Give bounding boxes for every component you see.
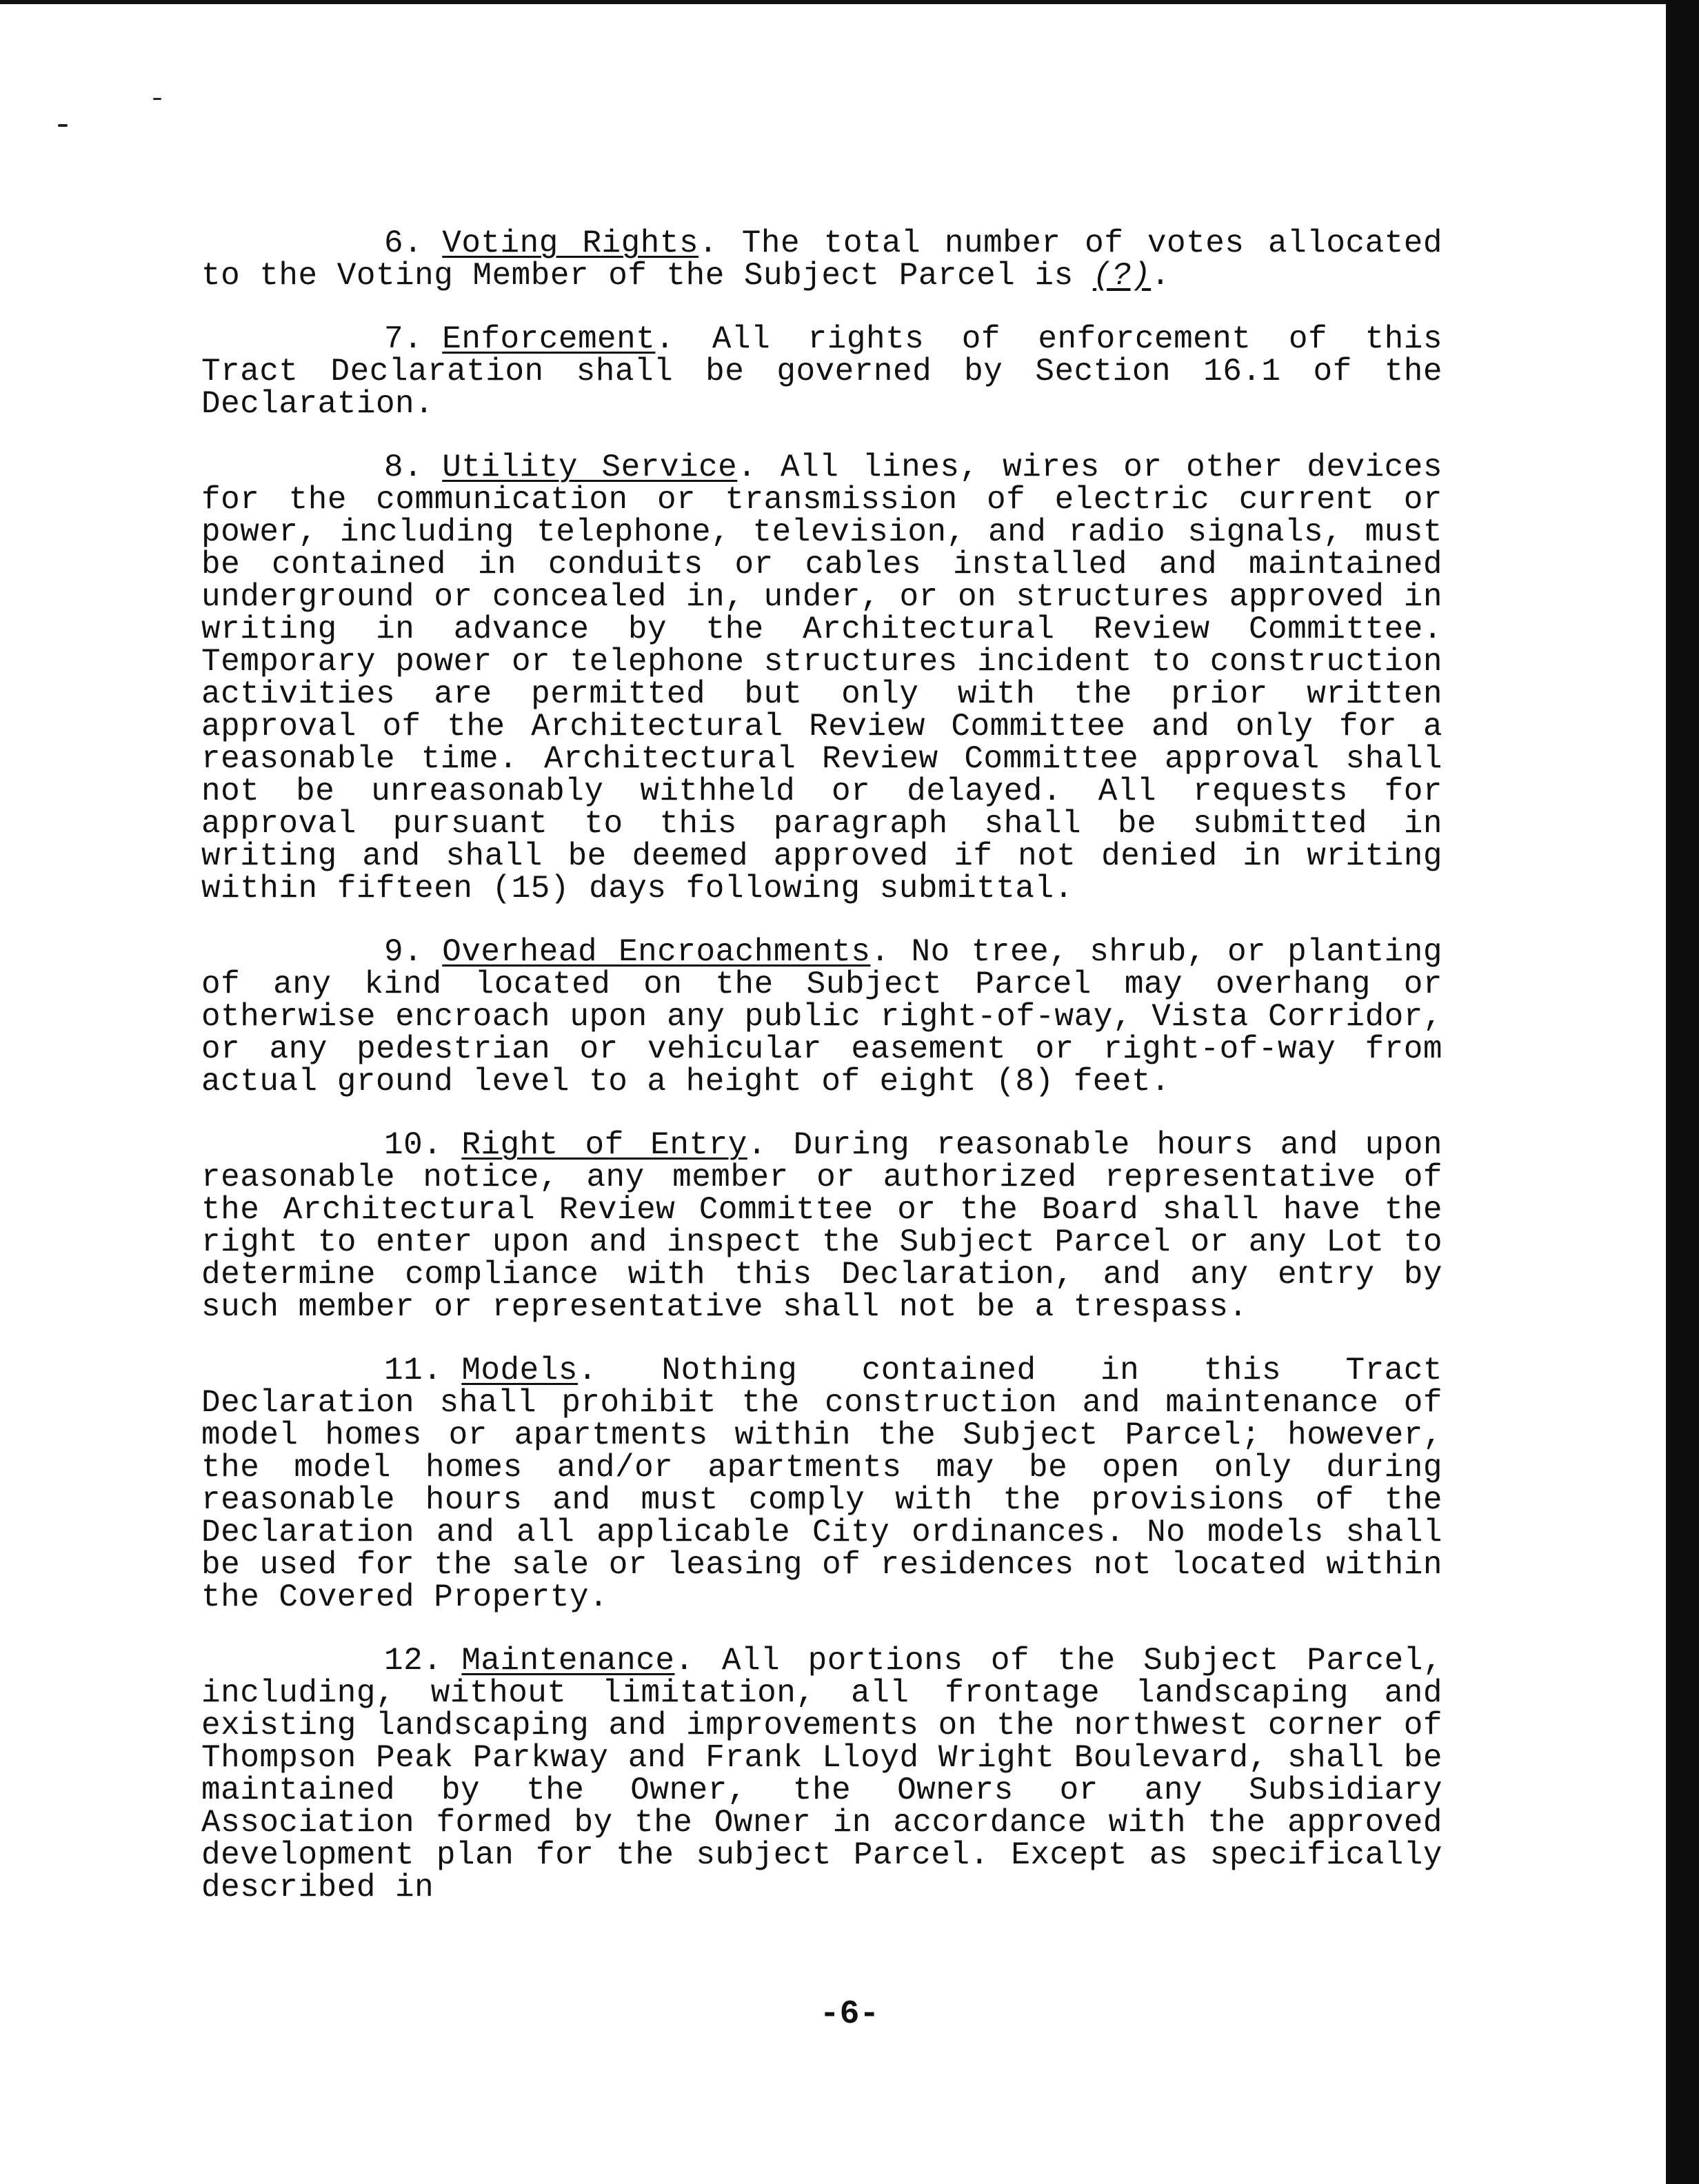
section-right-of-entry — [201, 1129, 1442, 1324]
section-number: 12. — [384, 1643, 443, 1679]
scan-top-edge — [0, 0, 1699, 4]
section-heading: Right of Entry — [461, 1127, 747, 1163]
section-text: . All rights of enforcement of this Tract Declaration shall be governed by Section 16.1 of the Declaration. — [201, 321, 1442, 422]
section-overhead-encroachments — [201, 936, 1442, 1098]
section-text: . No tree, shrub, or planting of any kind located on the Subject Parcel may overhang or otherwise encroach upon any public right-of-way, Vista Corridor, or any pedestrian or vehicular easement or right-of-way from actual ground level to a height of eight (8) feet. — [201, 934, 1442, 1100]
section-text: . All lines, wires or other devices for the communication or transmission of electric current or power, including telephone, television, and radio signals, must be contained in conduits or cables installed and maintained underground or concealed in, under, or on structures approved in writing in advance by the Architectural Review Committee. Temporary power or telephone structures incident to construction activities are permitted but only with the prior written approval of the Architectural Review Committee and only for a reasonable time. Architectural Review Committee approval shall not be unreasonably withheld or delayed. All requests for approval pursuant to this paragraph shall be submitted in writing and shall be deemed approved if not denied in writing within fifteen (15) days following submittal. — [201, 449, 1442, 907]
section-enforcement — [201, 323, 1442, 421]
section-text-end: . — [1151, 258, 1171, 294]
scan-speck — [153, 98, 161, 100]
section-models — [201, 1355, 1442, 1614]
section-heading: Maintenance — [461, 1643, 675, 1679]
scan-right-edge — [1666, 0, 1699, 2184]
section-number: 6. — [384, 225, 423, 261]
section-number: 7. — [384, 321, 423, 357]
page-number: -6- — [819, 1996, 880, 2033]
section-heading: Utility Service — [442, 449, 738, 485]
section-number: 11. — [384, 1353, 443, 1388]
section-number: 10. — [384, 1127, 443, 1163]
section-number: 9. — [384, 934, 423, 970]
section-heading: Voting Rights — [442, 225, 699, 261]
section-maintenance — [201, 1645, 1442, 1904]
section-heading: Models — [461, 1353, 578, 1388]
section-heading: Overhead Encroachments — [442, 934, 871, 970]
section-text: . During reasonable hours and upon reasonable notice, any member or authorized representative of the Architectural Review Committee or the Board shall have the right to enter upon and inspect the Subject Parcel or any Lot to determine compliance with this Declaration, and any entry by such member or representative shall not be a trespass. — [201, 1127, 1442, 1325]
document-page — [201, 225, 1443, 1935]
handwritten-vote-count: (?) — [1092, 258, 1152, 294]
section-heading: Enforcement — [442, 321, 656, 357]
section-utility-service — [201, 449, 1442, 907]
section-number: 8. — [384, 449, 423, 485]
section-text: . Nothing contained in this Tract Declaration shall prohibit the construction and maintenance of model homes or apartments within the Subject Parcel; however, the model homes and/or apartments may be open only during reasonable hours and must comply with the provisions of the Declaration and all applicable City ordinances. No models shall be used for the sale or leasing of residences not located within the Covered Property. — [201, 1353, 1442, 1615]
section-voting-rights — [201, 225, 1443, 294]
scan-speck — [58, 124, 68, 127]
section-text: . The total number of votes allocated to the Voting Member of the Subject Parcel is — [201, 225, 1443, 294]
section-text: . All portions of the Subject Parcel, including, without limitation, all frontage landscaping and existing landscaping and improvements on the northwest corner of Thompson Peak Parkway and Frank Lloyd Wright Boulevard, shall be maintained by the Owner, the Owners or any Subsidiary Association formed by the Owner in accordance with the approved development plan for the subject Parcel. Except as specifically described in — [201, 1643, 1442, 1905]
